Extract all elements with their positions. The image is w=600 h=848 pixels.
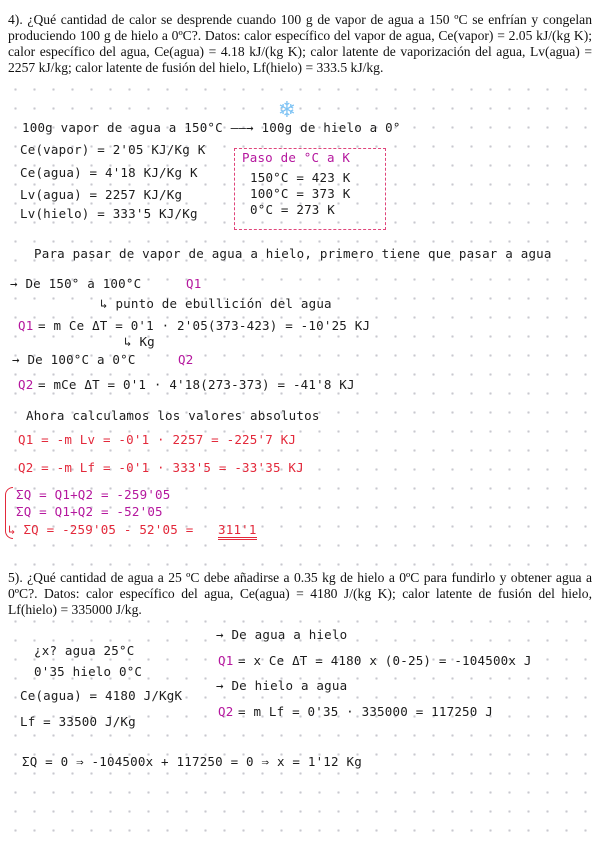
hw5-right-2: → De hielo a agua <box>216 678 348 693</box>
hw5-given-1: ¿x? agua 25°C <box>34 643 135 658</box>
hw-absolute-intro: Ahora calculamos los valores absolutos <box>26 408 320 423</box>
hw5-q1-label: Q1 <box>218 653 234 668</box>
hw5-given-2: 0'35 hielo 0°C <box>34 664 143 679</box>
hw-sum-3: ↳ ΣQ = -259'05 - 52'05 = <box>8 522 194 537</box>
hw-lv-hielo: Lv(hielo) = 333'5 KJ/Kg <box>20 206 198 221</box>
box-line-3: 0°C = 273 K <box>250 202 335 217</box>
box-line-2: 100°C = 373 K <box>250 186 351 201</box>
hw5-q2-label: Q2 <box>218 704 234 719</box>
hw5-q1-formula: = x Ce ΔT = 4180 x (0-25) = -104500x J <box>238 653 532 668</box>
hw-sum-2: ΣQ = Q1+Q2 = -52'05 <box>16 504 163 519</box>
box-title: Paso de °C a K <box>242 150 351 165</box>
hw5-given-4: Lf = 33500 J/Kg <box>20 714 136 729</box>
hw5-right-1: → De agua a hielo <box>216 627 348 642</box>
hw-intro: Para pasar de vapor de agua a hielo, primero tiene que pasar a agua <box>34 246 552 261</box>
box-line-1: 150°C = 423 K <box>250 170 351 185</box>
hw5-q2-formula: = m Lf = 0'35 · 335000 = 117250 J <box>238 704 493 719</box>
hw-step-1-note: ↳ punto de ebullición del agua <box>100 296 332 311</box>
hw-sum-1: ΣQ = Q1+Q2 = -259'05 <box>16 487 171 502</box>
hw-q1-abs: Q1 = -m Lv = -0'1 · 2257 = -225'7 KJ <box>18 432 297 447</box>
hw-title: 100g vapor de agua a 150°C ——→ 100g de hielo a 0° <box>22 120 401 135</box>
hw-step-1-tag: Q1 <box>186 276 202 291</box>
hw-q1-arrow: ↳ Kg <box>124 334 155 349</box>
hw-q2-formula: = mCe ΔT = 0'1 · 4'18(273-373) = -41'8 KJ <box>38 377 355 392</box>
hw-q2-label: Q2 <box>18 377 34 392</box>
hw-step-2-tag: Q2 <box>178 352 194 367</box>
hw-sum-3-result: 311'1 <box>218 522 257 540</box>
hw5-final: ΣQ = 0 ⇒ -104500x + 117250 = 0 ⇒ x = 1'12 Kg <box>22 754 362 769</box>
hw-lv-agua: Lv(agua) = 2257 KJ/Kg <box>20 187 183 202</box>
hw-step-1: → De 150° a 100°C <box>10 276 142 291</box>
hw-q1-label: Q1 <box>18 318 34 333</box>
problem-4-statement: 4). ¿Qué cantidad de calor se desprende cuando 100 g de vapor de agua a 150 ºC se enfrían y congelan produciendo 100 g de hielo a 0ºC?. Datos: calor específico del vapor de agua, Ce(vapor) = 2.05 kJ/(kg K); calor específico del agua, Ce(agua) = 4.18 kJ/(kg K); calor latente de vaporización del agua, Lv(agua) = 2257 kJ/kg; calor latente de fusión del hielo, Lf(hielo) = 333.5 kJ/kg. <box>8 12 592 75</box>
hw-q2-abs: Q2 = -m Lf = -0'1 · 333'5 = -33'35 KJ <box>18 460 304 475</box>
problem-5-statement: 5). ¿Qué cantidad de agua a 25 ºC debe añadirse a 0.35 kg de hielo a 0ºC para fundirlo y obtener agua a 0ºC?. Datos: calor específico del agua, Ce(agua) = 4180 J/(kg K); calor latente de fusión del hielo, Lf(hielo) = 335000 J/kg. <box>8 570 592 617</box>
hw-q1-formula: = m Ce ΔT = 0'1 · 2'05(373-423) = -10'25 KJ <box>38 318 371 333</box>
snowflake-icon: ❄ <box>277 98 297 123</box>
hw-ce-agua: Ce(agua) = 4'18 KJ/Kg K <box>20 165 198 180</box>
hw-step-2: → De 100°C a 0°C <box>12 352 136 367</box>
hw5-given-3: Ce(agua) = 4180 J/KgK <box>20 688 183 703</box>
hw-ce-vapor: Ce(vapor) = 2'05 KJ/Kg K <box>20 142 206 157</box>
